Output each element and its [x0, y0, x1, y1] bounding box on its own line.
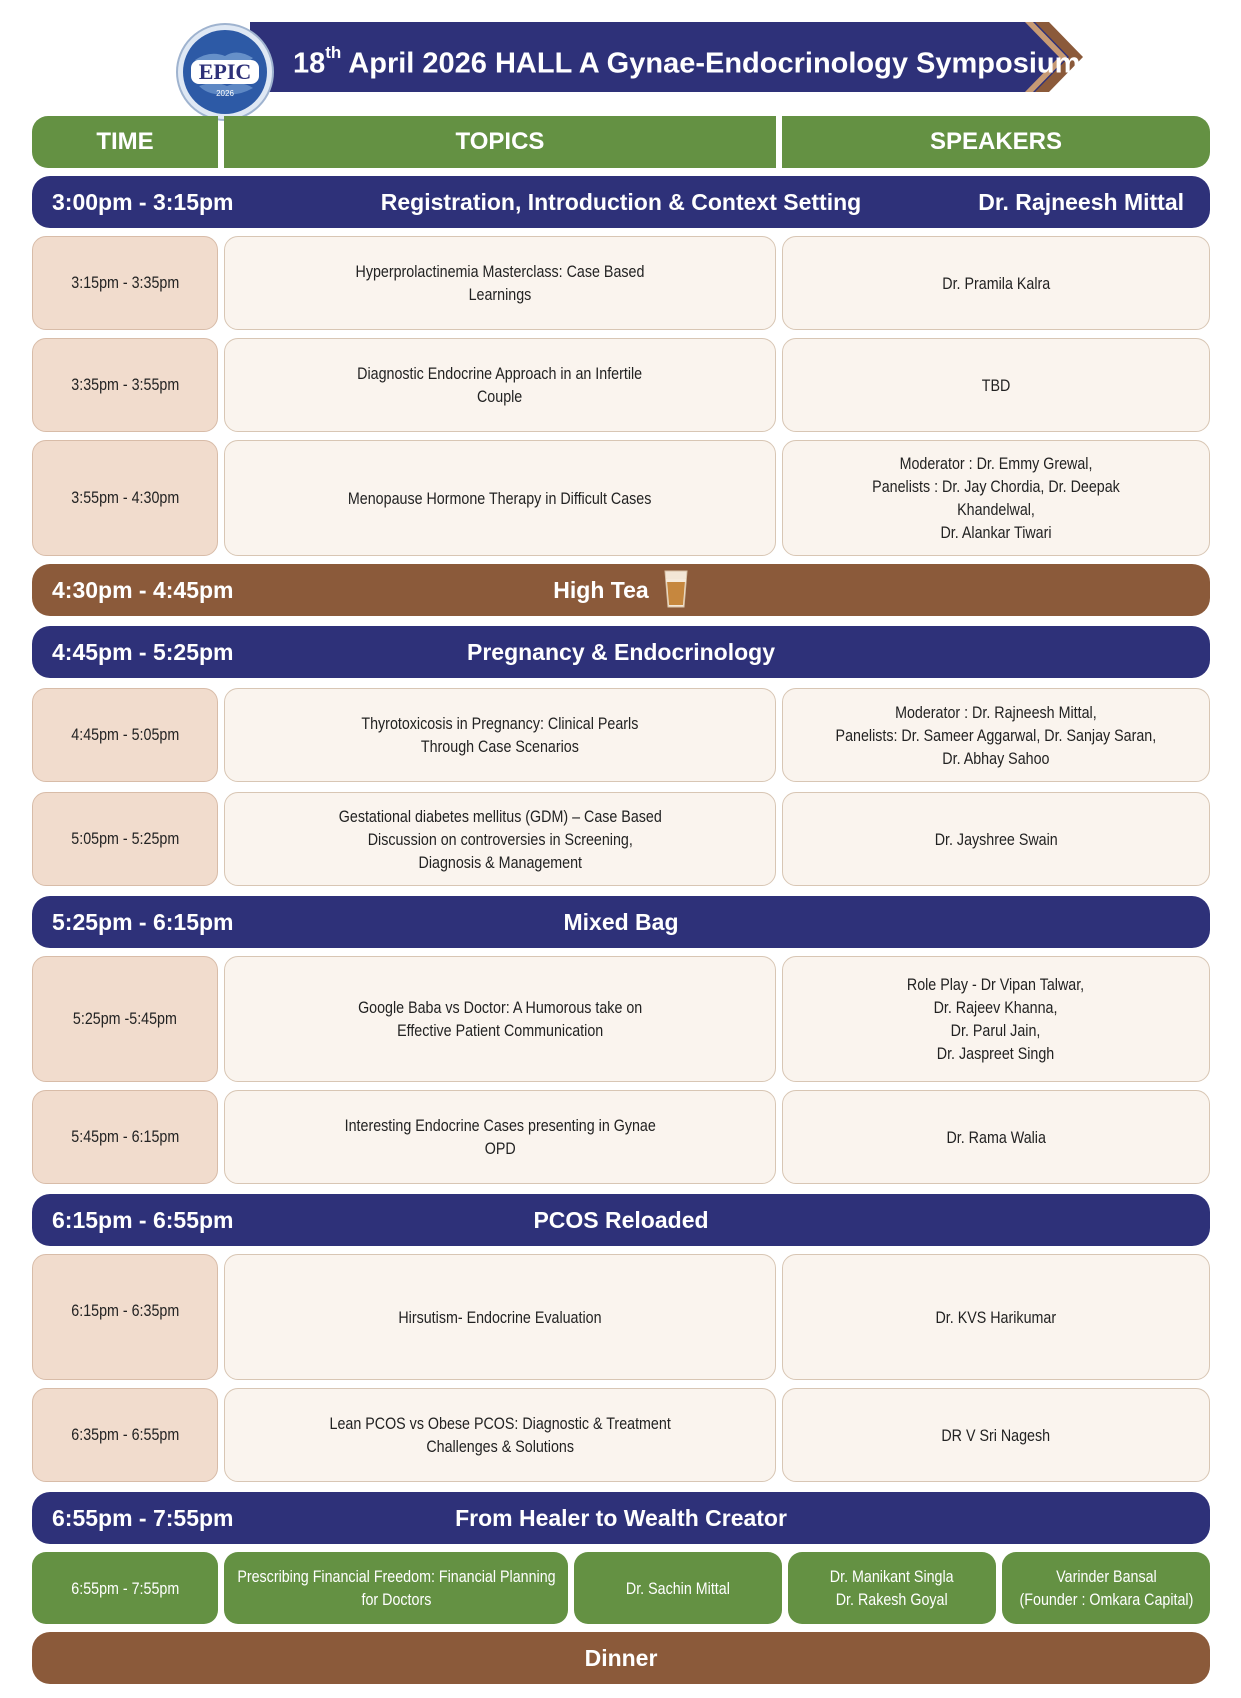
session-dinner [32, 1632, 1210, 1684]
logo-text: EPIC [198, 59, 252, 84]
slot-speaker: Dr. Sachin Mittal [574, 1552, 782, 1624]
slot-topic: Lean PCOS vs Obese PCOS: Diagnostic & Treatment Challenges & Solutions [224, 1388, 776, 1482]
slot-topic: Hyperprolactinemia Masterclass: Case Based Learnings [224, 236, 776, 330]
session-time: 4:45pm - 5:25pm [52, 639, 234, 665]
slot-time: 3:35pm - 3:55pm [32, 338, 218, 432]
slot-speaker: Moderator : Dr. Emmy Grewal, Panelists : Dr. Jay Chordia, Dr. Deepak Khandelwal, Dr. Alankar Tiwari [782, 440, 1210, 556]
session-high-tea [32, 564, 1210, 616]
slot-time: 6:55pm - 7:55pm [32, 1552, 218, 1624]
slot-time: 3:55pm - 4:30pm [32, 440, 218, 556]
session-mixed-bag [32, 896, 1210, 948]
column-header-topics: TOPICS [224, 116, 776, 168]
slot-speaker: Role Play - Dr Vipan Talwar, Dr. Rajeev Khanna, Dr. Parul Jain, Dr. Jaspreet Singh [782, 956, 1210, 1082]
session-time: 3:00pm - 3:15pm [52, 189, 234, 215]
session-time: 4:30pm - 4:45pm [52, 577, 234, 603]
slot-speaker: Varinder Bansal (Founder : Omkara Capital) [1002, 1552, 1210, 1624]
session-wealth [32, 1492, 1210, 1544]
epic-logo [175, 22, 275, 122]
slot-time: 6:35pm - 6:55pm [32, 1388, 218, 1482]
slot-time: 3:15pm - 3:35pm [32, 236, 218, 330]
session-time: 6:15pm - 6:55pm [52, 1207, 234, 1233]
slot-time: 4:45pm - 5:05pm [32, 688, 218, 782]
slot-speaker: Dr. Jayshree Swain [782, 792, 1210, 886]
slot-speaker: Dr. Pramila Kalra [782, 236, 1210, 330]
page-title: 18th April 2026 HALL A Gynae-Endocrinology Symposium [293, 43, 1081, 80]
logo-year: 2026 [216, 89, 234, 98]
page-header [175, 22, 1081, 98]
column-header-speakers: SPEAKERS [782, 116, 1210, 168]
tea-glass-icon [663, 569, 689, 609]
session-title: PCOS Reloaded [533, 1207, 709, 1233]
slot-topic: Gestational diabetes mellitus (GDM) – Case Based Discussion on controversies in Screening, Diagnosis & Management [224, 792, 776, 886]
slot-speaker: DR V Sri Nagesh [782, 1388, 1210, 1482]
slot-time: 5:05pm - 5:25pm [32, 792, 218, 886]
slot-speaker: Dr. Manikant Singla Dr. Rakesh Goyal [788, 1552, 996, 1624]
slot-speaker: Moderator : Dr. Rajneesh Mittal, Panelists: Dr. Sameer Aggarwal, Dr. Sanjay Saran, Dr. Abhay Sahoo [782, 688, 1210, 782]
session-pcos [32, 1194, 1210, 1246]
column-header-time: TIME [32, 116, 218, 168]
session-title: Pregnancy & Endocrinology [467, 639, 775, 665]
slot-speaker: Dr. KVS Harikumar [782, 1254, 1210, 1380]
session-time: 5:25pm - 6:15pm [52, 909, 234, 935]
session-title: Dinner [584, 1645, 658, 1671]
session-title: From Healer to Wealth Creator [455, 1505, 787, 1531]
slot-time: 5:25pm -5:45pm [32, 956, 218, 1082]
slot-speaker: Dr. Rama Walia [782, 1090, 1210, 1184]
slot-time: 5:45pm - 6:15pm [32, 1090, 218, 1184]
session-title: Registration, Introduction & Context Setting [380, 189, 862, 215]
session-title: Mixed Bag [563, 909, 679, 935]
slot-topic: Thyrotoxicosis in Pregnancy: Clinical Pearls Through Case Scenarios [224, 688, 776, 782]
session-title: High Tea [32, 564, 1210, 616]
slot-time: 6:15pm - 6:35pm [32, 1254, 218, 1380]
session-pregnancy [32, 626, 1210, 678]
session-registration [32, 176, 1210, 228]
session-time: 6:55pm - 7:55pm [52, 1505, 234, 1531]
slot-topic: Interesting Endocrine Cases presenting in Gynae OPD [224, 1090, 776, 1184]
slot-topic: Prescribing Financial Freedom: Financial Planning for Doctors [224, 1552, 568, 1624]
slot-topic: Menopause Hormone Therapy in Difficult Cases [224, 440, 776, 556]
slot-topic: Hirsutism- Endocrine Evaluation [224, 1254, 776, 1380]
slot-speaker: TBD [782, 338, 1210, 432]
slot-topic: Diagnostic Endocrine Approach in an Infertile Couple [224, 338, 776, 432]
slot-topic: Google Baba vs Doctor: A Humorous take on Effective Patient Communication [224, 956, 776, 1082]
session-speaker: Dr. Rajneesh Mittal [978, 189, 1184, 215]
